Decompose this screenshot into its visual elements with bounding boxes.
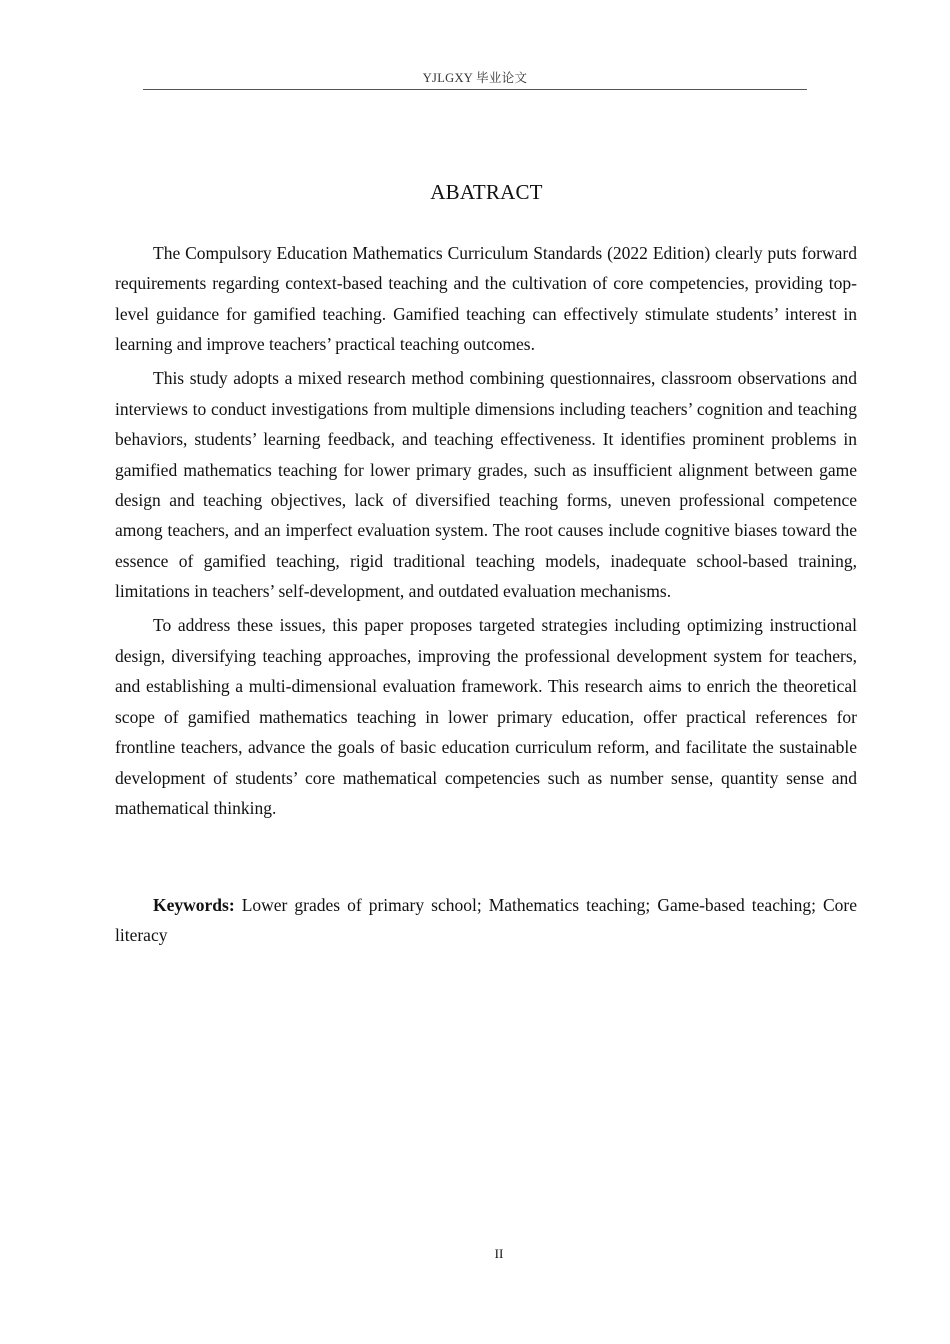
abstract-body <box>115 238 857 827</box>
abstract-paragraph-2: This study adopts a mixed research method combining questionnaires, classroom observations and interviews to conduct investigations from multiple dimensions including teachers’ cognition and teaching behaviors, students’ learning feedback, and teaching effectiveness. It identifies prominent problems in gamified mathematics teaching for lower primary grades, such as insufficient alignment between game design and teaching objectives, lack of diversified teaching forms, uneven professional competence among teachers, and an imperfect evaluation system. The root causes include cognitive biases toward the essence of gamified teaching, rigid traditional teaching models, inadequate school-based training, limitations in teachers’ self-development, and outdated evaluation mechanisms. <box>115 368 857 602</box>
keywords-text: Lower grades of primary school; Mathematics teaching; Game-based teaching; Core literacy <box>115 895 857 946</box>
abstract-paragraph-1: The Compulsory Education Mathematics Curriculum Standards (2022 Edition) clearly puts forward requirements regarding context-based teaching and the cultivation of core competencies, providing top-level guidance for gamified teaching. Gamified teaching can effectively stimulate students’ interest in learning and improve teachers’ practical teaching outcomes. <box>115 243 857 355</box>
running-header: YJLGXY 毕业论文 <box>422 71 528 85</box>
keywords-label: Keywords: <box>153 895 235 915</box>
header-divider <box>143 89 807 90</box>
abstract-paragraph-3: To address these issues, this paper proposes targeted strategies including optimizing instructional design, diversifying teaching approaches, improving the professional development system for teachers, and establishing a multi-dimensional evaluation framework. This research aims to enrich the theoretical scope of gamified mathematics teaching in lower primary education, offer practical references for frontline teachers, advance the goals of basic education curriculum reform, and facilitate the sustainable development of students’ core mathematical competencies such as number sense, quantity sense and mathematical thinking. <box>115 615 857 818</box>
abstract-title: ABATRACT <box>430 180 543 204</box>
keywords-line <box>115 890 857 951</box>
page-number: II <box>494 1246 504 1261</box>
